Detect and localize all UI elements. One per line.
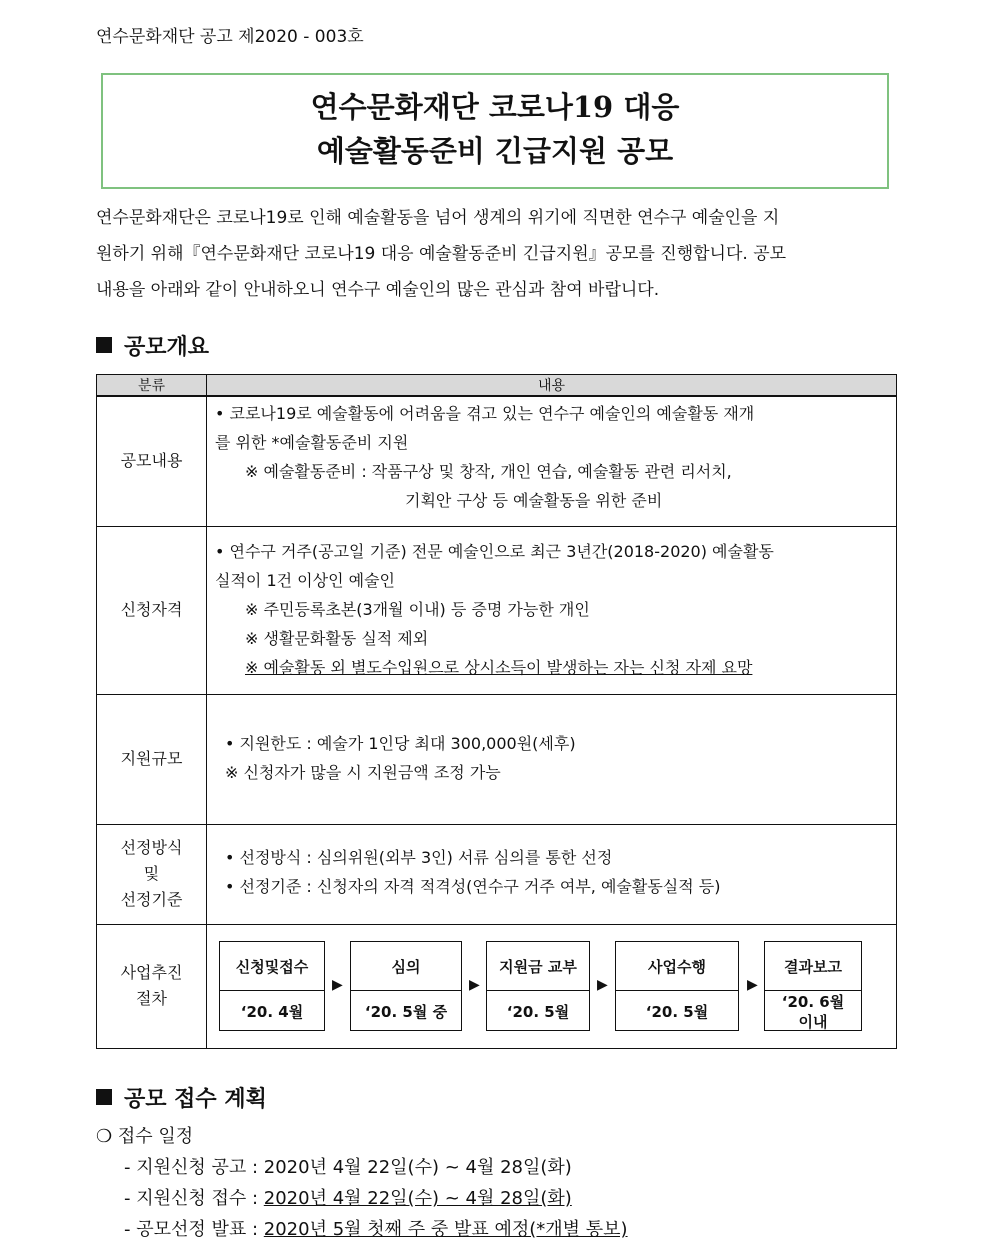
arrow-right-icon: ▶ [747,977,758,993]
title-line-1: 연수문화재단 코로나19 대응 [310,90,680,124]
overview-table [96,374,897,1049]
table-row-procedure [97,924,897,1048]
row-label-content: 공모내용 [97,396,207,526]
schedule-title: ❍ 접수 일정 [96,1126,194,1147]
procedure-label-line-1: 사업추진 [120,963,183,982]
step-5-date-line-1: ‘20. 6월 [781,992,845,1011]
procedure-step-2 [350,941,462,1031]
selection-line-1: • 선정방식 : 심의위원(외부 3인) 서류 심의를 통한 선정 [225,847,613,867]
step-3-name: 지원금 교부 [487,942,589,991]
procedure-step-3 [486,941,590,1031]
header-content: 내용 [207,375,897,397]
eligibility-line-5 [215,653,888,682]
row-body-scale [207,694,897,824]
schedule-item-3-value: 2020년 5월 첫째 주 중 발표 예정(*개별 통보) [263,1219,628,1240]
intro-line-2: 원하기 위해『연수문화재단 코로나19 대응 예술활동준비 긴급지원』공모를 진행합니다. 공모 [96,244,787,264]
arrow-right-icon: ▶ [332,977,343,993]
row-label-eligibility: 신청자격 [97,526,207,694]
table-row-selection [97,824,897,924]
title-line-2: 예술활동준비 긴급지원 공모 [316,134,674,168]
section-heading-overview [96,330,209,361]
content-line-2: 를 위한 *예술활동준비 지원 [215,433,409,452]
square-bullet-icon [96,1089,112,1105]
scale-line-2: ※ 신청자가 많을 시 지원금액 조정 가능 [225,762,501,782]
procedure-step-1 [219,941,325,1031]
step-2-date: ‘20. 5월 중 [364,1002,448,1021]
eligibility-line-5-text: ※ 예술활동 외 별도수입원으로 상시소득이 발생하는 자는 신청 자제 요망 [245,657,753,677]
step-5-name: 결과보고 [765,942,861,991]
table-header-row [97,375,897,397]
schedule-item-2-label: - 지원신청 접수 : [124,1188,264,1209]
table-row-scale [97,694,897,824]
eligibility-line-2: 실적이 1건 이상인 예술인 [215,570,395,590]
table-row-eligibility [97,526,897,694]
row-body-procedure [207,924,897,1048]
intro-line-3: 내용을 아래와 같이 안내하오니 연수구 예술인의 많은 관심과 참여 바랍니다. [96,280,660,300]
arrow-right-icon: ▶ [597,977,608,993]
eligibility-line-1: • 연수구 거주(공고일 기준) 전문 예술인으로 최근 3년간(2018-2020) 예술활동 [215,541,774,561]
step-5-date [765,991,861,1032]
step-4-date: ‘20. 5월 [645,1002,709,1021]
step-5-date-line-2: 이내 [798,1012,828,1031]
step-2-name: 심의 [351,942,461,991]
section-heading-schedule [96,1082,267,1113]
eligibility-line-4: ※ 생활문화활동 실적 제외 [245,628,429,648]
notice-number: 연수문화재단 공고 제2020 - 003호 [96,27,364,47]
selection-label-line-2: 및 [143,864,160,883]
row-body-eligibility [207,526,897,694]
section-heading-overview-text: 공모개요 [124,335,210,360]
content-line-4: 기획안 구상 등 예술활동을 위한 준비 [405,491,663,510]
schedule-item-2-value: 2020년 4월 22일(수) ~ 4월 28일(화) [263,1188,572,1209]
schedule-item-1-value: 2020년 4월 22일(수) ~ 4월 28일(화) [263,1157,572,1178]
procedure-label-line-2: 절차 [136,989,167,1008]
row-label-procedure [97,924,207,1048]
row-body-selection [207,824,897,924]
procedure-flow [207,925,896,1047]
step-3-date: ‘20. 5월 [506,1002,570,1021]
step-1-name: 신청및접수 [220,942,324,991]
selection-label-line-3: 선정기준 [120,890,183,909]
selection-line-2: • 선정기준 : 신청자의 자격 적격성(연수구 거주 여부, 예술활동실적 등) [225,876,721,896]
schedule-item-1-label: - 지원신청 공고 : [124,1157,264,1178]
selection-label-line-1: 선정방식 [120,838,183,857]
header-category: 분류 [97,375,207,397]
procedure-step-4 [615,941,739,1031]
schedule-item-3-label: - 공모선정 발표 : [124,1219,264,1240]
procedure-step-5 [764,941,862,1031]
intro-paragraph [96,200,896,308]
schedule-item-3 [96,1214,628,1245]
schedule-item-1 [96,1152,628,1183]
square-bullet-icon [96,337,112,353]
schedule-list [96,1122,628,1245]
step-4-name: 사업수행 [616,942,738,991]
scale-line-1: • 지원한도 : 예술가 1인당 최대 300,000원(세후) [225,733,576,753]
title-box [101,73,889,189]
arrow-right-icon: ▶ [469,977,480,993]
content-line-1: • 코로나19로 예술활동에 어려움을 겪고 있는 연수구 예술인의 예술활동 재개 [215,404,755,423]
row-body-content [207,396,897,526]
step-1-date: ‘20. 4월 [240,1002,304,1021]
table-row-content [97,396,897,526]
schedule-item-2 [96,1183,628,1214]
row-label-scale: 지원규모 [97,694,207,824]
section-heading-schedule-text: 공모 접수 계획 [124,1087,267,1112]
intro-line-1: 연수문화재단은 코로나19로 인해 예술활동을 넘어 생계의 위기에 직면한 연수구 예술인을 지 [96,208,780,228]
eligibility-line-3: ※ 주민등록초본(3개월 이내) 등 증명 가능한 개인 [245,599,590,619]
content-line-3: ※ 예술활동준비 : 작품구상 및 창작, 개인 연습, 예술활동 관련 리서치, [245,462,732,481]
row-label-selection [97,824,207,924]
